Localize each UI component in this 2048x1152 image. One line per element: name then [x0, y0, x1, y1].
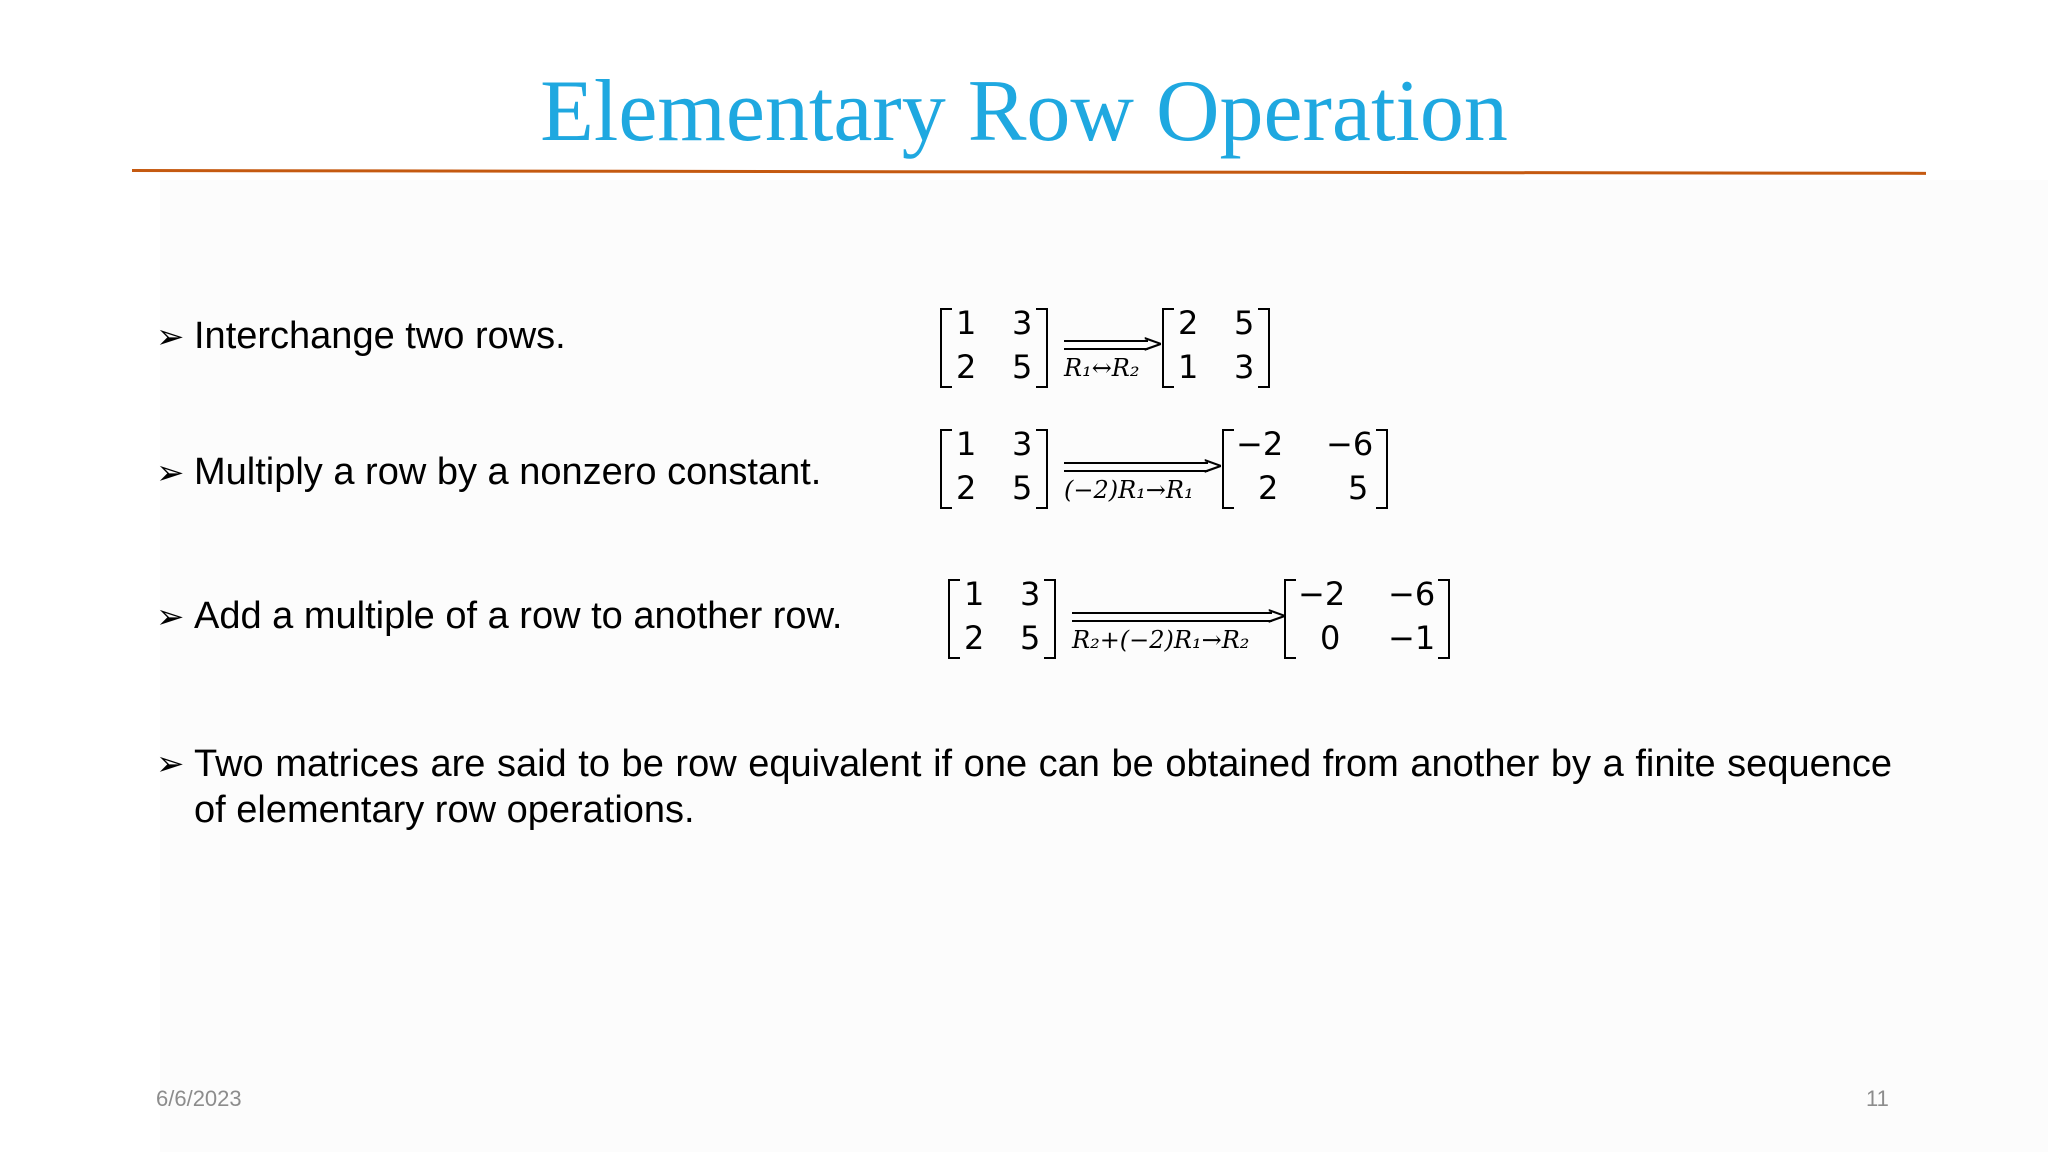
slide-title: Elementary Row Operation [540, 63, 1508, 160]
arrowhead-bullet-icon: ➢ [156, 744, 185, 784]
bullet-text: Interchange two rows. [194, 315, 566, 357]
footer-date: 6/6/2023 [156, 1086, 242, 1111]
bullet-multiply [156, 449, 821, 496]
definition-text: Two matrices are said to be row equivalent if one can be obtained from another by a finite sequence of elementary row operations. [194, 743, 1892, 831]
bullet-text: Add a multiple of a row to another row. [194, 595, 843, 637]
row-equivalence-definition [156, 741, 1892, 833]
row-operation-arrow-2: > (−2)R₁→R₁ [1064, 451, 1224, 504]
matrix-result-2: −2 −6 2 5 [1222, 425, 1388, 509]
title-divider [132, 169, 1926, 175]
matrix-source-2: 1 3 2 5 [940, 425, 1048, 509]
bullet-add-multiple [156, 593, 842, 640]
row-operation-arrow-3: > R₂+(−2)R₁→R₂ [1072, 601, 1288, 654]
matrix-result-3: −2 −6 0 −1 [1284, 575, 1450, 659]
row-operation-arrow-1: > R₁↔R₂ [1064, 329, 1164, 382]
arrowhead-bullet-icon: ➢ [156, 317, 185, 357]
matrix-source-3: 1 3 2 5 [948, 575, 1056, 659]
arrowhead-bullet-icon: ➢ [156, 597, 185, 637]
matrix-result-1: 2 5 1 3 [1162, 304, 1270, 388]
bullet-interchange [156, 313, 566, 360]
bullet-text: Multiply a row by a nonzero constant. [194, 451, 822, 493]
matrix-source-1: 1 3 2 5 [940, 304, 1048, 388]
arrowhead-bullet-icon: ➢ [156, 453, 185, 493]
page-number: 11 [1866, 1086, 1889, 1111]
